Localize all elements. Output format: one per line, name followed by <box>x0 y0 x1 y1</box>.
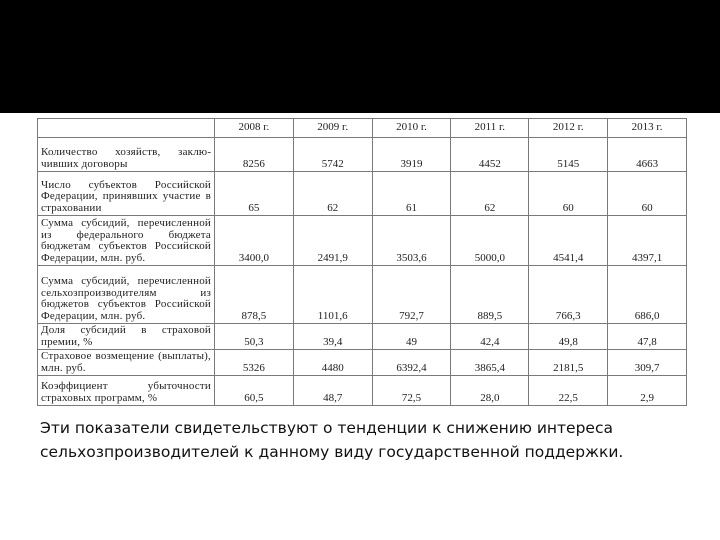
row-label: Страховое возмещение (выплаты), млн. руб. <box>38 350 215 376</box>
table-cell: 39,4 <box>293 324 372 350</box>
table-cell: 22,5 <box>529 376 608 406</box>
table-cell: 3503,6 <box>372 216 451 266</box>
top-black-band <box>0 0 720 113</box>
year-header: 2010 г. <box>372 119 451 138</box>
row-label: Сумма субсидий, перечисленной сельхозпроизводителям из бюджетов субъектов Российской Федерации, млн. руб. <box>38 266 215 324</box>
table-cell: 49 <box>372 324 451 350</box>
table-cell: 61 <box>372 172 451 216</box>
table-cell: 62 <box>293 172 372 216</box>
table-cell: 3865,4 <box>451 350 529 376</box>
row-label: Доля субсидий в страховой премии, % <box>38 324 215 350</box>
table-row <box>38 216 687 266</box>
data-table-container <box>37 118 687 414</box>
table-cell: 42,4 <box>451 324 529 350</box>
year-header: 2012 г. <box>529 119 608 138</box>
year-header: 2008 г. <box>215 119 294 138</box>
subsidy-insurance-table <box>37 118 687 406</box>
table-cell: 62 <box>451 172 529 216</box>
table-cell: 1101,6 <box>293 266 372 324</box>
table-cell: 3400,0 <box>215 216 294 266</box>
table-cell: 47,8 <box>608 324 687 350</box>
table-row <box>38 172 687 216</box>
table-cell: 878,5 <box>215 266 294 324</box>
table-cell: 5145 <box>529 138 608 172</box>
table-cell: 2,9 <box>608 376 687 406</box>
table-body <box>38 138 687 406</box>
table-cell: 5326 <box>215 350 294 376</box>
table-cell: 60 <box>529 172 608 216</box>
table-cell: 28,0 <box>451 376 529 406</box>
table-cell: 4397,1 <box>608 216 687 266</box>
slide <box>0 113 720 540</box>
table-cell: 4452 <box>451 138 529 172</box>
table-cell: 72,5 <box>372 376 451 406</box>
table-row <box>38 350 687 376</box>
row-label: Количество хозяйств, заключивших договоры <box>38 138 215 172</box>
table-cell: 60 <box>608 172 687 216</box>
table-header-row <box>38 119 687 138</box>
year-header: 2011 г. <box>451 119 529 138</box>
corner-header-cell <box>38 119 215 138</box>
table-cell: 49,8 <box>529 324 608 350</box>
year-header: 2013 г. <box>608 119 687 138</box>
slide-caption: Эти показатели свидетельствуют о тенденции к снижению интереса сельхозпроизводителей к данному виду государственной поддержки. <box>40 419 624 461</box>
table-row <box>38 376 687 406</box>
table-cell: 4480 <box>293 350 372 376</box>
table-cell: 5000,0 <box>451 216 529 266</box>
table-cell: 309,7 <box>608 350 687 376</box>
year-header: 2009 г. <box>293 119 372 138</box>
table-cell: 686,0 <box>608 266 687 324</box>
table-cell: 65 <box>215 172 294 216</box>
row-label: Коэффициент убыточности страховых программ, % <box>38 376 215 406</box>
table-cell: 5742 <box>293 138 372 172</box>
table-cell: 766,3 <box>529 266 608 324</box>
table-cell: 60,5 <box>215 376 294 406</box>
row-label: Число субъектов Российской Федерации, принявших участие в страховании <box>38 172 215 216</box>
table-cell: 792,7 <box>372 266 451 324</box>
table-row <box>38 138 687 172</box>
table-cell: 4541,4 <box>529 216 608 266</box>
table-cell: 50,3 <box>215 324 294 350</box>
table-cell: 889,5 <box>451 266 529 324</box>
table-cell: 4663 <box>608 138 687 172</box>
table-row <box>38 266 687 324</box>
table-cell: 2181,5 <box>529 350 608 376</box>
table-cell: 6392,4 <box>372 350 451 376</box>
table-cell: 48,7 <box>293 376 372 406</box>
table-cell: 3919 <box>372 138 451 172</box>
row-label: Сумма субсидий, перечисленной из федерального бюджета бюджетам субъектов Российской Федерации, млн. руб. <box>38 216 215 266</box>
table-cell: 2491,9 <box>293 216 372 266</box>
table-cell: 8256 <box>215 138 294 172</box>
table-row <box>38 324 687 350</box>
